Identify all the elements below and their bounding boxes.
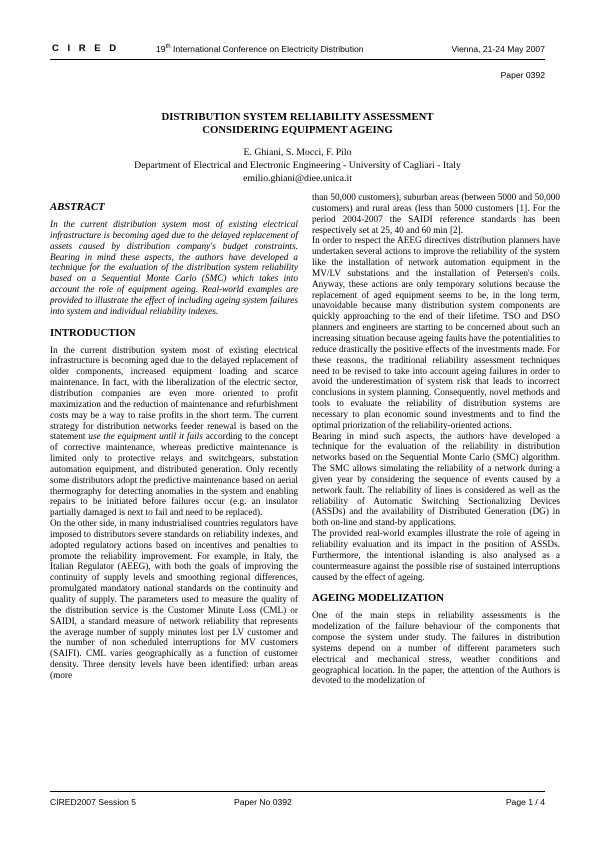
- footer-page-number: Page 1 / 4: [505, 797, 545, 807]
- intro-paragraph-4: Bearing in mind such aspects, the authors have developed a technique for the evaluation of the reliability in distribution networks based on the Sequential Monte Carlo (SMC) algorithm. The SMC allows simulating the reliability of a network during a given year by considering the sequence of events caused by a network fault. The reliability of lines is considered as well as the reliability of Automatic Switching Sectionalizing Devices (ASSDs) and the availability of Distributed Generation (DG) in both on-line and stand-by applications.: [312, 431, 560, 529]
- header-venue-date: Vienna, 21-24 May 2007: [451, 44, 545, 54]
- ageing-heading: AGEING MODELIZATION: [312, 592, 444, 605]
- paper-number: Paper 0392: [500, 70, 545, 80]
- left-column: [50, 201, 298, 682]
- ageing-paragraph-1: One of the main steps in reliability assessments is the modelization of the failure behaviour of the components that compose the system under study. The failures in distribution systems depend on a number of different parameters such electrical and mechanical stress, weather conditions and geographical location. In the paper, the attention of the Authors is devoted to the modelization of: [312, 611, 560, 687]
- right-column: [312, 193, 560, 687]
- author-block: [60, 146, 535, 185]
- intro-p1-italic: use the equipment until it fails: [88, 432, 203, 443]
- intro-paragraph-1: [50, 346, 298, 520]
- intro-p1-text-b: according to the concept of corrective maintenance, whereas predictive maintenance is limited only to protective relays and switchgears, substation automation equipment, and distributed generation. Only recently some distributors adopt the predictive maintenance based on aerial thermography for detecting anomalies in the system and enabling repairs to be initiated before failures occur (e.g. an insulator partially damaged is next to fail and need to be replaced).: [50, 432, 299, 519]
- footer-paper-number: Paper No 0392: [234, 797, 292, 807]
- footer-session: CIRED2007 Session 5: [50, 797, 136, 807]
- author-names: E. Ghiani, S. Mocci, F. Pilo: [243, 147, 352, 158]
- abstract-text: In the current distribution system most of existing electrical infrastructure is becoming aged due to the delayed replacement of assets caused by distribution company's budget constraints. Bearing in mind these aspects, the authors have developed a technique for the evaluation of the distribution system reliability based on a Sequential Monte Carlo (SMC) which takes into account the role of equipment ageing. Real-world examples are provided to illustrate the effect of including ageing system failures into system and individual reliability indexes.: [50, 220, 298, 317]
- intro-paragraph-2: On the other side, in many industrialised countries regulators have imposed to distributors severe standards on reliability indexes, and adopted regulatory actions based on incentives and penalties to promote the reliability improvement. For example, in Italy, the Italian Regulator (AEEG), with both the goals of improving the continuity of supply levels and smoothing regional differences, promulgated mandatory national standards on the continuity and quality of supply. The parameters used to measure the quality of the distribution service is the Customer Minute Loss (CML) or SAIDI, a standard measure of network reliability that represents the average number of supply minutes lost per LV customer and the number of non scheduled interruptions for MV customers (SAIFI). CML varies geographically as a function of customer density. Three density levels have been identified: urban areas (more: [50, 519, 298, 681]
- header-conference-acronym: C I R E D: [52, 43, 120, 54]
- intro-p1-text-a: In the current distribution system most of existing electrical infrastructure is becoming aged due to the delayed replacement of older components, increased equipment loading and scarce maintenance. In fact, with the liberalization of the electric sector, distribution companies are even more oriented to profit maximization and the reduction of maintenance and refurbishment costs may be a way to raise profits in the short term. The current strategy for distribution networks feeder renewal is based on the statement: [50, 345, 298, 443]
- intro-paragraph-3: In order to respect the AEEG directives distribution planners have undertaken several actions to improve the reliability of the system like the installation of network automation equipment in the MV/LV substations and the installation of Petersen's coils. Anyway, these actions are only temporary solutions because the replacement of aged equipment seems to be, in the long term, unavoidable because many distribution system components are quickly approaching to the end of their lifetime. TSO and DSO planners and engineers are starting to be concerned about such an increasing situation because ageing faults have the potentialities to reduce drastically the positive effects of the investments made. For these reasons, the traditional reliability assessment techniques need to be revised to take into account ageing failures in order to avoid the underestimation of system risk that leads to incorrect conclusions in system planning. Consequently, novel methods and tools to evaluate the reliability of distribution systems are necessary to plan economic sound investments and to find the optimal priorization of the reliability-oriented actions.: [312, 236, 560, 431]
- title-line-2: CONSIDERING EQUIPMENT AGEING: [202, 124, 393, 136]
- intro-paragraph-2-continued: than 50,000 customers), suburban areas (between 5000 and 50,000 customers) and rural areas (less than 5000 customers [1]. For the period 2004-2007 the SAIDI reference standards has been respectively set at 25, 40 and 60 min [2].: [312, 193, 560, 236]
- header-conference-name: 19th International Conference on Electricity Distribution: [156, 44, 364, 54]
- paper-title: [60, 111, 535, 137]
- intro-paragraph-5: The provided real-world examples illustrate the role of ageing in reliability evaluation and its impact in the position of ASSDs. Furthermore, the intentional islanding is also analysed as a countermeasure against the possible rise of sustained interruptions caused by the effect of ageing.: [312, 529, 560, 583]
- title-line-1: DISTRIBUTION SYSTEM RELIABILITY ASSESSMENT: [161, 111, 434, 123]
- footer-rule: [50, 791, 545, 792]
- abstract-heading: ABSTRACT: [50, 201, 105, 213]
- author-email: emilio.ghiani@diee.unica.it: [243, 173, 352, 184]
- author-affiliation: Department of Electrical and Electronic Engineering - University of Cagliari - Italy: [134, 160, 461, 171]
- header-rule: [50, 59, 545, 60]
- introduction-heading: INTRODUCTION: [50, 326, 136, 339]
